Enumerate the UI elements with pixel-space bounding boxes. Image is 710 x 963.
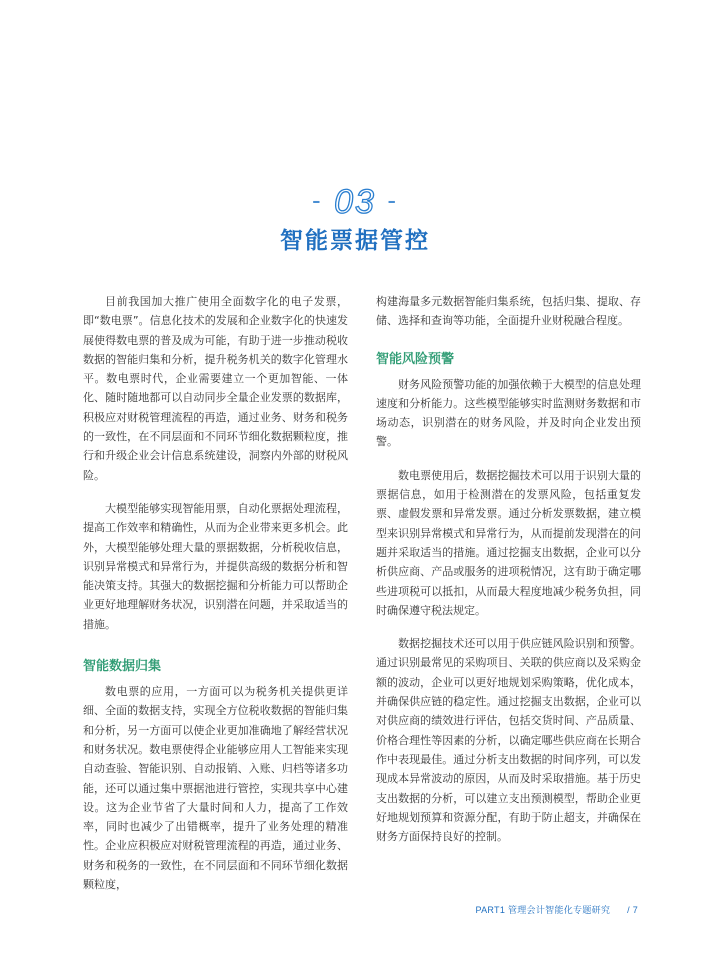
chapter-number — [0, 183, 710, 222]
page-footer — [475, 903, 638, 916]
footer-separator: / — [627, 905, 630, 915]
continuation-paragraph: 构建海量多元数据智能归集系统，包括归集、提取、存储、选择和查询等功能，全面提升业财税融合程度。 — [376, 295, 641, 328]
risk-paragraph-1: 财务风险预警功能的加强依赖于大模型的信息处理速度和分析能力。这些模型能够实时监测财务数据和市场动态，识别潜在的财务风险，并及时向企业发出预警。 — [376, 377, 641, 449]
footer-section-label: PART1 管理会计智能化专题研究 — [475, 905, 611, 915]
chapter-number-text: 03 — [334, 183, 376, 221]
data-collection-paragraph: 数电票的应用，一方面可以为税务机关提供更详细、全面的数据支持，实现全方位税收数据的智能归集和分析，另一方面可以使企业更加准确地了解经营状况和财务状况。数电票使得企业能够应用人工智能来实现自动查验、智能识别、自动报销、入账、归档等诸多功能，还可以通过集中票据池进行管控，实现共享中心建设。这为企业节省了大量时间和人力，提高了工作效率，同时也减少了出错概率，提升了业务处理的精准性。企业应积极应对财税管理流程的再造，通过业务、财务和税务的一致性，在不同层面和不同环节细化数据颗粒度， — [83, 685, 348, 892]
right-column — [376, 292, 641, 860]
risk-paragraph-2: 数电票使用后，数据挖掘技术可以用于识别大量的票据信息，如用于检测潜在的发票风险，包括重复发票、虚假发票和异常发票。通过分析发票数据，建立模型来识别异常模式和异常行为，从而提前发现潜在的问题并采取适当的措施。通过挖掘支出数据，企业可以分析供应商、产品或服务的进项税情况，这有助于确定哪些进项税可以抵扣，从而最大程度地减少税务负担，同时确保遵守税法规定。 — [376, 468, 641, 617]
intro-paragraph-1: 目前我国加大推广使用全面数字化的电子发票，即“数电票”。信息化技术的发展和企业数字化的快速发展使得数电票的普及成为可能，有助于进一步推动税收数据的智能归集和分析，提升税务机关的数字化管理水平。数电票时代，企业需要建立一个更加智能、一体化、随时随地都可以自动同步全量企业发票的数据库，积极应对财税管理流程的再造，通过业务、财务和税务的一致性，在不同层面和不同环节细化数据颗粒度，推行和升级企业会计信息系统建设，洞察内外部的财税风险。 — [83, 295, 348, 482]
chapter-title: 智能票据管控 — [280, 228, 430, 254]
chapter-dash-left: - — [311, 185, 323, 215]
section-heading-risk-warning: 智能风险预警 — [376, 351, 455, 367]
page-number: 7 — [632, 905, 638, 915]
chapter-dash-right: - — [387, 185, 399, 215]
section-heading-data-collection: 智能数据归集 — [83, 659, 162, 675]
left-column — [83, 292, 348, 908]
risk-paragraph-3: 数据挖掘技术还可以用于供应链风险识别和预警。通过识别最常见的采购项目、关联的供应商以及采购金额的波动，企业可以更好地规划采购策略，优化成本，并确保供应链的稳定性。通过挖掘支出数据，企业可以对供应商的绩效进行评估，包括交货时间、产品质量、价格合理性等因素的分析，以确定哪些供应商在长期合作中表现最佳。通过分析支出数据的时间序列，可以发现成本异常波动的原因，从而及时采取措施。基于历史支出数据的分析，可以建立支出预测模型，帮助企业更好地规划预算和资源分配，有助于防止超支，并确保在财务方面保持良好的控制。 — [376, 637, 641, 844]
intro-paragraph-2: 大模型能够实现智能用票，自动化票据处理流程，提高工作效率和精确性，从而为企业带来更多机会。此外，大模型能够处理大量的票据数据，分析税收信息，识别异常模式和异常行为，并提供高级的数据分析和智能决策支持。其强大的数据挖掘和分析能力可以帮助企业更好地理解财务状况，识别潜在问题，并采取适当的措施。 — [83, 501, 348, 631]
